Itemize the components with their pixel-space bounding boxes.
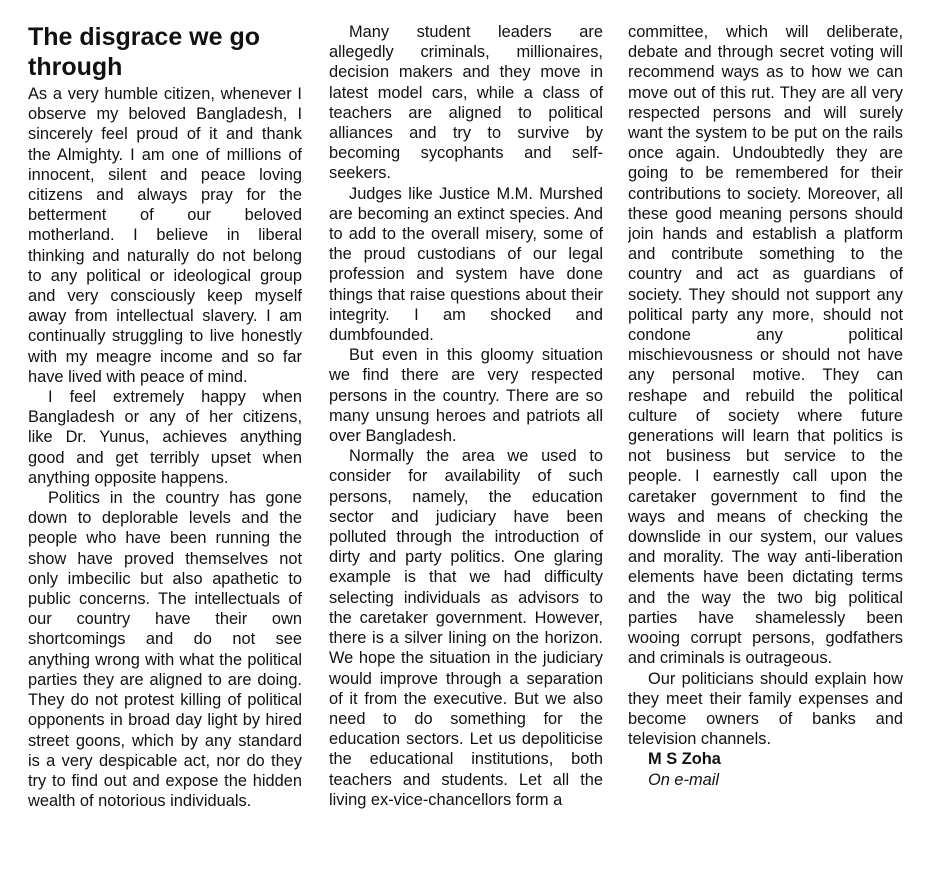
article-paragraph: committee, which will deliberate, debate and through secret voting will recommend ways as to how we can move out of this rut. They are all very respected persons and will surely want the system to be put on the rails once again. Undoubtedly they are going to be remembered for their contributions to society. Moreover, all these good meaning persons should join hands and establish a platform and contribute something to the country and act as guardians of society. They should not support any political party any more, should not condone any political mischievousness or should not have any personal motive. They can reshape and rebuild the political culture of society where future generations will learn that politics is not business but service to the people. I earnestly call upon the caretaker government to find the ways and means of checking the downslide in our system, our values and morality. The way anti-liberation elements have been dictating terms and the way the two big political parties have shamelessly been wooing corrupt persons, godfathers and criminals is outrageous. — [628, 23, 903, 668]
author-signature: M S Zoha — [648, 750, 721, 769]
article-paragraph: Many student leaders are allegedly criminals, millionaires, decision makers and they move in latest model cars, while a class of teachers are aligned to political alliances and try to survive by becoming sycophants and self-seekers. — [329, 23, 603, 183]
article-column-2 — [329, 22, 603, 878]
article-paragraph: As a very humble citizen, whenever I observe my beloved Bangladesh, I sincerely feel proud of it and thank the Almighty. I am one of millions of innocent, silent and peace loving citizens and always pray for the betterment of our beloved motherland. I believe in liberal thinking and naturally do not belong to any political or ideological group and very consciously keep myself away from intellectual slavery. I am continually struggling to live honestly with my meagre income and so far have lived with peace of mind. — [28, 85, 302, 386]
letter-source: On e-mail — [648, 770, 720, 789]
article-paragraph: But even in this gloomy situation we find there are very respected persons in the country. There are so many unsung heroes and patriots all over Bangladesh. — [329, 346, 603, 446]
article-paragraph: I feel extremely happy when Bangladesh or any of her citizens, like Dr. Yunus, achieves anything good and get terribly upset when anything opposite happens. — [28, 388, 302, 487]
article-column-3 — [628, 22, 903, 878]
article-title: The disgrace we go through — [28, 23, 261, 81]
article-paragraph: Our politicians should explain how they meet their family expenses and become owners of banks and television channels. — [628, 669, 903, 749]
article-paragraph: Normally the area we used to consider for availability of such persons, namely, the education sector and judiciary have been polluted through the introduction of dirty and party politics. One glaring example is that we had difficulty selecting individuals as advisors to the caretaker government. However, there is a silver lining on the horizon. We hope the situation in the judiciary would improve through a separation of it from the executive. But we also need to do something for the education sectors. Let us depoliticise the educational institutions, both teachers and students. Let all the living ex-vice-chancellors form a — [329, 447, 603, 809]
article-paragraph: Judges like Justice M.M. Murshed are becoming an extinct species. And to add to the overall misery, some of the proud custodians of our legal profession and system have done things that raise questions about their integrity. I am shocked and dumbfounded. — [329, 184, 603, 345]
article-paragraph: Politics in the country has gone down to deplorable levels and the people who have been running the show have proved themselves not only imbecilic but also apathetic to public concerns. The intellectuals of our country have their own shortcomings and do not see anything wrong with what the political parties they are aligned to are doing. They do not protest killing of political opponents in broad day light by hired street goons, which by any standard is a very despicable act, nor do they try to find out and expose the hidden wealth of notorious individuals. — [28, 489, 302, 811]
article-column-1 — [28, 22, 302, 878]
